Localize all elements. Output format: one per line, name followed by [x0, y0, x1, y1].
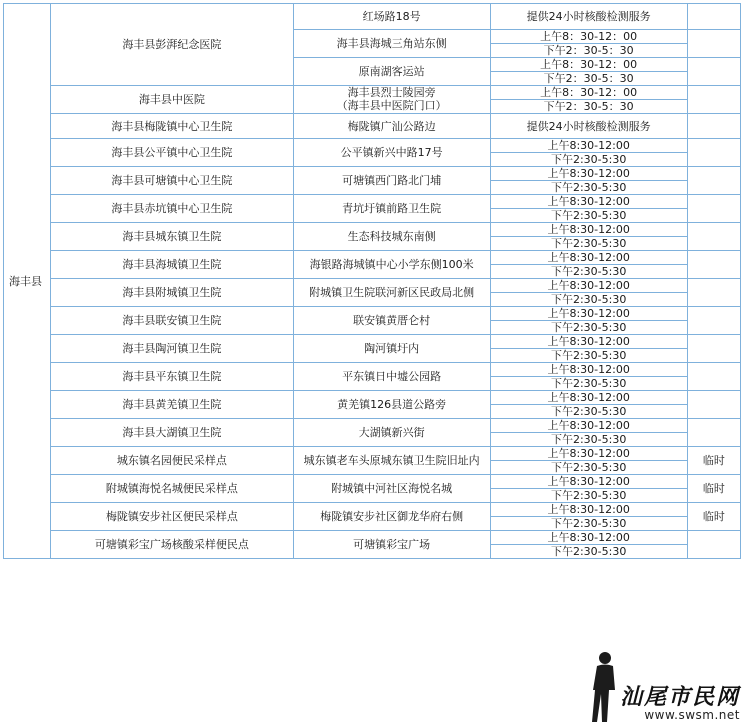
watermark [585, 650, 746, 725]
site-address [293, 363, 490, 391]
institution-name: 海丰县黄羌镇卫生院 [51, 391, 293, 419]
service-hours: 提供24小时核酸检测服务 [490, 113, 687, 139]
service-hours: 下午2:30-5:30 [490, 517, 687, 531]
county-cell: 海丰县 [4, 4, 51, 559]
site-address [293, 307, 490, 335]
institution-name: 海丰县公平镇中心卫生院 [51, 139, 293, 167]
site-address [293, 139, 490, 167]
site-note: 临时 [687, 475, 740, 503]
site-note [687, 113, 740, 139]
site-address [293, 167, 490, 195]
site-address [293, 29, 490, 57]
site-address [293, 223, 490, 251]
service-hours: 上午8:30-12:00 [490, 279, 687, 293]
address-line: 附城镇中河社区海悦名城 [331, 482, 453, 496]
service-hours: 上午8:30-12:00 [490, 363, 687, 377]
service-hours: 下午2:30-5:30 [490, 293, 687, 307]
service-hours: 上午8:30-12:00 [490, 195, 687, 209]
walking-figure-icon [585, 650, 625, 725]
site-note [687, 57, 740, 85]
site-note [687, 195, 740, 223]
service-hours: 下午2：30-5：30 [490, 71, 687, 85]
service-hours: 提供24小时核酸检测服务 [490, 4, 687, 30]
institution-name: 海丰县中医院 [51, 85, 293, 113]
site-note [687, 279, 740, 307]
address-line: 平东镇日中墟公园路 [342, 370, 442, 384]
service-hours: 下午2:30-5:30 [490, 237, 687, 251]
service-hours: 上午8:30-12:00 [490, 251, 687, 265]
service-hours: 上午8:30-12:00 [490, 223, 687, 237]
institution-name: 海丰县城东镇卫生院 [51, 223, 293, 251]
address-line: 海丰县烈士陵园旁 [347, 86, 436, 100]
institution-name: 梅陇镇安步社区便民采样点 [51, 503, 293, 531]
address-line: 梅陇镇广汕公路边 [347, 119, 436, 133]
service-hours: 下午2:30-5:30 [490, 153, 687, 167]
service-hours: 上午8:30-12:00 [490, 391, 687, 405]
site-note [687, 391, 740, 419]
service-hours: 上午8:30-12:00 [490, 531, 687, 545]
table-row [4, 391, 741, 405]
site-note [687, 29, 740, 57]
address-line: 城东镇老车头原城东镇卫生院旧址内 [303, 454, 480, 468]
site-address [293, 113, 490, 139]
address-line: 黄羌镇126县道公路旁 [337, 398, 447, 412]
table-row [4, 447, 741, 461]
site-address [293, 531, 490, 559]
service-hours: 下午2:30-5:30 [490, 489, 687, 503]
site-note [687, 4, 740, 30]
testing-sites-table [3, 3, 741, 559]
table-row [4, 419, 741, 433]
table-row [4, 363, 741, 377]
table-row [4, 139, 741, 153]
site-address [293, 419, 490, 447]
table-row [4, 195, 741, 209]
address-line: 海丰县海城三角站东侧 [336, 36, 447, 50]
service-hours: 上午8:30-12:00 [490, 503, 687, 517]
address-line: 可塘镇西门路北门埔 [342, 174, 442, 188]
site-address [293, 503, 490, 531]
institution-name: 海丰县联安镇卫生院 [51, 307, 293, 335]
service-hours: 下午2:30-5:30 [490, 461, 687, 475]
table-row [4, 113, 741, 139]
institution-name: 可塘镇彩宝广场核酸采样便民点 [51, 531, 293, 559]
site-address [293, 251, 490, 279]
site-note: 临时 [687, 447, 740, 475]
site-note [687, 307, 740, 335]
address-line: 附城镇卫生院联河新区民政局北侧 [309, 286, 475, 300]
table-row [4, 223, 741, 237]
site-address [293, 335, 490, 363]
institution-name: 海丰县平东镇卫生院 [51, 363, 293, 391]
service-hours: 下午2：30-5：30 [490, 99, 687, 113]
site-address [293, 85, 490, 113]
address-line: 陶河镇圩内 [364, 342, 420, 356]
table-row [4, 307, 741, 321]
institution-name: 海丰县彭湃纪念医院 [51, 4, 293, 86]
site-note: 临时 [687, 503, 740, 531]
service-hours: 上午8:30-12:00 [490, 167, 687, 181]
watermark-url: www.swsm.net [644, 708, 740, 722]
service-hours: 下午2:30-5:30 [490, 181, 687, 195]
site-note [687, 85, 740, 113]
service-hours: 下午2:30-5:30 [490, 265, 687, 279]
institution-name: 海丰县海城镇卫生院 [51, 251, 293, 279]
address-line: 大湖镇新兴街 [358, 426, 425, 440]
site-note [687, 223, 740, 251]
table-row [4, 475, 741, 489]
service-hours: 上午8:30-12:00 [490, 475, 687, 489]
table-row [4, 531, 741, 545]
service-hours: 下午2:30-5:30 [490, 433, 687, 447]
institution-name: 城东镇名园便民采样点 [51, 447, 293, 475]
table-row [4, 4, 741, 30]
address-line: 海银路海城镇中心小学东侧100米 [309, 258, 474, 272]
service-hours: 上午8：30-12：00 [490, 29, 687, 43]
site-address [293, 195, 490, 223]
institution-name: 海丰县陶河镇卫生院 [51, 335, 293, 363]
service-hours: 下午2：30-5：30 [490, 43, 687, 57]
table-row [4, 167, 741, 181]
address-line: 可塘镇彩宝广场 [353, 538, 431, 552]
service-hours: 上午8:30-12:00 [490, 419, 687, 433]
watermark-title: 汕尾市民网 [619, 684, 740, 710]
site-note [687, 139, 740, 167]
table-row [4, 279, 741, 293]
table-row [4, 251, 741, 265]
address-line: 梅陇镇安步社区御龙华府右侧 [320, 510, 464, 524]
address-line: 原南湖客运站 [358, 64, 425, 78]
service-hours: 下午2:30-5:30 [490, 377, 687, 391]
address-line: 公平镇新兴中路17号 [340, 146, 443, 160]
site-address [293, 391, 490, 419]
address-line: 联安镇黄厝仑村 [353, 314, 431, 328]
address-line: 青坑圩镇前路卫生院 [342, 202, 442, 216]
table-row [4, 85, 741, 99]
address-line: 生态科技城东南侧 [347, 230, 436, 244]
table-row [4, 503, 741, 517]
site-address [293, 4, 490, 30]
institution-name: 海丰县大湖镇卫生院 [51, 419, 293, 447]
service-hours: 下午2:30-5:30 [490, 545, 687, 559]
service-hours: 下午2:30-5:30 [490, 321, 687, 335]
table-row [4, 335, 741, 349]
site-address [293, 475, 490, 503]
address-line: （海丰县中医院门口） [336, 99, 447, 113]
site-note [687, 363, 740, 391]
service-hours: 下午2:30-5:30 [490, 405, 687, 419]
site-note [687, 419, 740, 447]
institution-name: 海丰县赤坑镇中心卫生院 [51, 195, 293, 223]
service-hours: 上午8:30-12:00 [490, 335, 687, 349]
institution-name: 附城镇海悦名城便民采样点 [51, 475, 293, 503]
site-address [293, 57, 490, 85]
address-line: 红场路18号 [362, 9, 421, 23]
institution-name: 海丰县附城镇卫生院 [51, 279, 293, 307]
service-hours: 上午8:30-12:00 [490, 447, 687, 461]
service-hours: 上午8:30-12:00 [490, 139, 687, 153]
site-note [687, 251, 740, 279]
site-note [687, 531, 740, 559]
service-hours: 下午2:30-5:30 [490, 209, 687, 223]
institution-name: 海丰县梅陇镇中心卫生院 [51, 113, 293, 139]
service-hours: 上午8：30-12：00 [490, 85, 687, 99]
site-note [687, 335, 740, 363]
site-address [293, 279, 490, 307]
site-note [687, 167, 740, 195]
service-hours: 下午2:30-5:30 [490, 349, 687, 363]
service-hours: 上午8：30-12：00 [490, 57, 687, 71]
institution-name: 海丰县可塘镇中心卫生院 [51, 167, 293, 195]
service-hours: 上午8:30-12:00 [490, 307, 687, 321]
site-address [293, 447, 490, 475]
